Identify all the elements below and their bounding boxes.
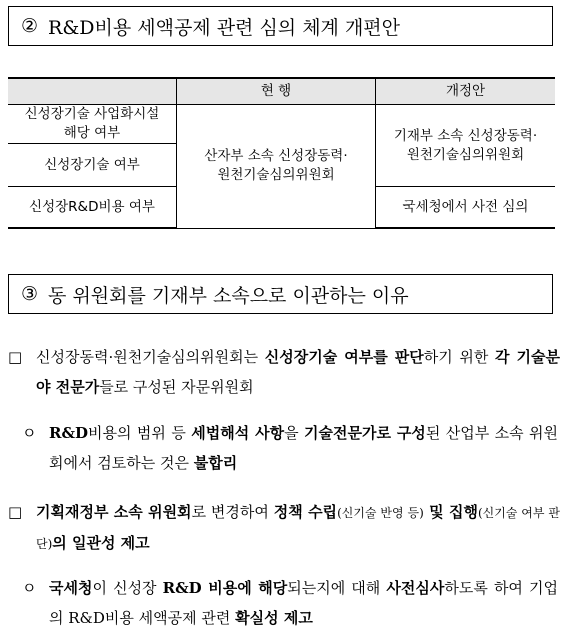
text: 을 bbox=[284, 424, 304, 442]
text: 되는지에 대해 bbox=[287, 579, 387, 597]
table-cell-current: 산자부 소속 신성장동력· 원천기술심의위원회 bbox=[177, 105, 376, 229]
emphasis: 정책 수립 bbox=[273, 503, 338, 521]
square-bullet-icon: □ bbox=[8, 503, 23, 521]
emphasis: 사전심사 bbox=[386, 579, 445, 597]
table-header-revised: 개정안 bbox=[376, 78, 556, 105]
sub-bullet-2 bbox=[22, 573, 558, 633]
circle-bullet-icon: ㅇ bbox=[22, 424, 37, 442]
section-2-number: ② bbox=[21, 15, 39, 37]
text: 이 신성장 bbox=[92, 579, 163, 597]
text: 신성장동력·원천기술심의위원회는 bbox=[36, 348, 265, 366]
text: 비용의 범위 등 bbox=[88, 424, 192, 442]
table-header-row bbox=[8, 78, 555, 105]
parenthetical-note: (신기술 여부 판단) bbox=[36, 506, 561, 551]
table-header-current: 현 행 bbox=[177, 78, 376, 105]
section-3-header bbox=[8, 274, 553, 314]
section-2-title: R&D비용 세액공제 관련 심의 체계 개편안 bbox=[48, 16, 401, 39]
text: 로 변경하여 bbox=[191, 503, 274, 521]
emphasis: 세법해석 사항 bbox=[191, 424, 285, 442]
sub-bullet-1 bbox=[22, 418, 558, 478]
parenthetical-note: (신기술 반영 등) bbox=[337, 506, 424, 520]
bullet-paragraph-2 bbox=[8, 497, 560, 559]
square-bullet-icon: □ bbox=[8, 348, 23, 366]
section-3-number: ③ bbox=[21, 283, 39, 305]
circle-bullet-icon: ㅇ bbox=[22, 579, 37, 597]
text: 하도록 하여 기업의 R&D비용 세액공제 관련 bbox=[49, 579, 559, 627]
emphasis: 및 집행 bbox=[423, 503, 478, 521]
table-cell-revised: 국세청에서 사전 심의 bbox=[376, 187, 556, 229]
bullet-paragraph-1 bbox=[8, 342, 560, 402]
table-cell-item: 신성장기술 사업화시설 해당 여부 bbox=[8, 105, 177, 144]
section-3-title: 동 위원회를 기재부 소속으로 이관하는 이유 bbox=[48, 284, 409, 307]
emphasis: 확실성 제고 bbox=[235, 609, 313, 627]
emphasis: 의 일관성 제고 bbox=[52, 534, 150, 552]
text: 하기 위한 bbox=[423, 348, 495, 366]
emphasis: 국세청 bbox=[49, 579, 93, 597]
emphasis: 각 기술분야 전문가 bbox=[36, 348, 560, 396]
table-row bbox=[8, 105, 555, 144]
table-header-item bbox=[8, 78, 177, 105]
text: 들로 구성된 자문위원회 bbox=[99, 378, 254, 396]
section-2-header bbox=[8, 6, 553, 46]
emphasis: 신성장기술 여부를 판단 bbox=[264, 348, 424, 366]
emphasis: 기술전문가로 구성 bbox=[304, 424, 426, 442]
emphasis: R&D bbox=[49, 424, 89, 442]
table-cell-item: 신성장R&D비용 여부 bbox=[8, 187, 177, 229]
emphasis: R&D 비용에 해당 bbox=[162, 579, 288, 597]
comparison-table bbox=[8, 77, 555, 229]
table-cell-item: 신성장기술 여부 bbox=[8, 144, 177, 187]
table-cell-revised: 기재부 소속 신성장동력· 원천기술심의위원회 bbox=[376, 105, 556, 187]
emphasis: 불합리 bbox=[193, 454, 238, 472]
emphasis: 기획재정부 소속 위원회 bbox=[36, 503, 192, 521]
text: 된 산업부 소속 위원회에서 검토하는 것은 bbox=[49, 424, 559, 472]
